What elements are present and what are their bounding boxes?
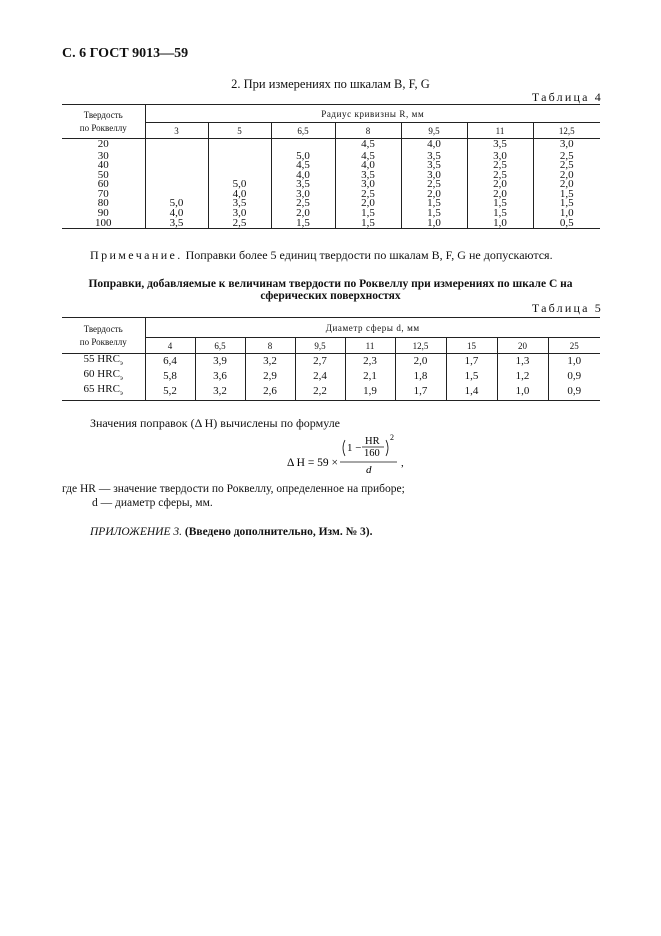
column-header: 3	[145, 123, 208, 139]
table-cell: 1,7	[446, 354, 497, 370]
table-5	[62, 317, 600, 401]
table-cell: 3,2	[245, 354, 295, 370]
table-cell: 2,5	[467, 171, 533, 181]
note-text: Поправки более 5 единиц твердости по шкалам B, F, G не допускаются.	[185, 248, 553, 262]
table-cell	[145, 152, 208, 162]
row-label	[62, 354, 145, 370]
row-label-text: 55 HRC	[83, 353, 120, 365]
column-header: 8	[245, 338, 295, 354]
formula-graphic	[287, 432, 417, 476]
table-cell: 3,9	[195, 354, 245, 370]
row-label: 70	[97, 187, 109, 200]
row-header-line-1: Твердость	[83, 109, 123, 120]
row-label: 80	[97, 197, 109, 210]
row-label	[62, 384, 145, 400]
table-cell: 4,5	[335, 152, 401, 162]
table-row	[62, 161, 600, 171]
table-cell: 2,5	[533, 152, 600, 162]
row-label-subscript: э	[119, 374, 123, 383]
table-row	[62, 152, 600, 162]
page-header: С. 6 ГОСТ 9013—59	[62, 46, 189, 61]
formula-comma: ,	[401, 457, 404, 469]
table-cell: 4,0	[271, 171, 335, 181]
table-cell: 5,2	[145, 384, 195, 400]
column-header: 11	[345, 338, 395, 354]
table-cell	[208, 139, 271, 152]
table-cell: 2,0	[533, 180, 600, 190]
table-cell	[208, 161, 271, 171]
table-cell: 2,1	[345, 369, 395, 384]
table-4-row-header	[62, 105, 145, 139]
row-label-subscript: э	[119, 359, 123, 368]
column-header: 20	[497, 338, 548, 354]
row-header-line-2: по Роквеллу	[79, 122, 127, 133]
table-cell: 1,5	[335, 219, 401, 229]
table-cell: 1,5	[467, 199, 533, 209]
table-cell: 2,5	[533, 161, 600, 171]
row-label: 90	[97, 207, 109, 220]
table-cell: 2,2	[295, 384, 345, 400]
table-cell: 1,5	[335, 209, 401, 219]
column-header: 4	[145, 338, 195, 354]
row-label-text: 60 HRC	[83, 368, 120, 381]
table-cell: 5,0	[145, 199, 208, 209]
formula-160: 160	[364, 448, 380, 459]
table-cell: 4,0	[208, 190, 271, 200]
table-cell: 0,9	[548, 369, 600, 384]
table-5-group-header: Диаметр сферы d, мм	[145, 318, 600, 338]
column-header: 9,5	[401, 123, 467, 139]
table-cell: 4,0	[335, 161, 401, 171]
formula-lhs: Δ H = 59 ×	[287, 457, 339, 469]
row-label	[62, 369, 145, 384]
formula-d: d	[366, 464, 372, 476]
table-cell: 4,5	[335, 139, 401, 152]
table-cell: 1,5	[271, 219, 335, 229]
table-cell: 1,5	[401, 209, 467, 219]
table-cell: 1,5	[533, 190, 600, 200]
table-cell: 0,9	[548, 384, 600, 400]
table-row	[62, 139, 600, 152]
table-row	[62, 209, 600, 219]
column-header: 5	[208, 123, 271, 139]
column-header: 9,5	[295, 338, 345, 354]
row-label-subscript: э	[119, 389, 123, 398]
column-header: 15	[446, 338, 497, 354]
formula-hr: HR	[365, 436, 380, 447]
formula-exponent: 2	[390, 433, 394, 442]
table-cell: 3,5	[271, 180, 335, 190]
table-cell: 3,6	[195, 369, 245, 384]
table-4	[62, 104, 600, 229]
table-cell: 1,7	[395, 384, 446, 400]
column-header: 25	[548, 338, 600, 354]
table-cell: 1,0	[548, 354, 600, 370]
table-cell: 3,5	[335, 171, 401, 181]
table-cell: 1,0	[467, 219, 533, 229]
table-cell: 3,0	[271, 190, 335, 200]
left-paren	[343, 440, 345, 456]
legend-line-hr: где HR — значение твердости по Роквеллу, определенное на приборе;	[62, 483, 405, 495]
table-cell: 2,5	[271, 199, 335, 209]
table-cell: 1,5	[533, 199, 600, 209]
table-cell: 3,0	[335, 180, 401, 190]
table-cell	[145, 161, 208, 171]
column-header: 11	[467, 123, 533, 139]
table-cell	[145, 171, 208, 181]
row-label: 60	[97, 178, 109, 191]
table-cell: 2,0	[533, 171, 600, 181]
table-row	[62, 190, 600, 200]
row-label: 20	[97, 138, 109, 151]
legend-line-d: d — диаметр сферы, мм.	[92, 497, 213, 509]
appendix-text: (Введено дополнительно, Изм. № 3).	[184, 526, 373, 538]
table-cell: 2,5	[208, 219, 271, 229]
table-cell: 5,0	[208, 180, 271, 190]
table-cell: 2,7	[295, 354, 345, 370]
table-cell: 1,0	[533, 209, 600, 219]
row-label-text: 65 HRC	[83, 383, 120, 396]
formula-one-minus: 1 −	[347, 442, 362, 454]
table-cell: 2,0	[335, 199, 401, 209]
table-cell: 2,6	[245, 384, 295, 400]
formula-legend	[62, 482, 405, 510]
table-cell: 2,9	[245, 369, 295, 384]
table-cell: 2,0	[271, 209, 335, 219]
row-label: 100	[62, 219, 145, 229]
table-row	[62, 354, 600, 370]
appendix-label: ПРИЛОЖЕНИЕ 3.	[90, 526, 182, 538]
table-cell: 2,3	[345, 354, 395, 370]
table-cell: 3,0	[401, 171, 467, 181]
table-4-label: Таблица 4	[531, 90, 603, 104]
table-row	[62, 171, 600, 181]
section-title-spherical: Поправки, добавляемые к величинам твердости по Роквеллу при измерениях по шкале C на сферических поверхностях	[88, 278, 573, 302]
formula	[287, 432, 417, 479]
table-5-label: Таблица 5	[531, 301, 603, 315]
table-row	[62, 180, 600, 190]
table-row	[62, 369, 600, 384]
table-cell: 1,5	[467, 209, 533, 219]
table-cell: 2,4	[295, 369, 345, 384]
table-cell: 3,5	[208, 199, 271, 209]
table-cell: 1,4	[446, 384, 497, 400]
column-header: 6,5	[195, 338, 245, 354]
row-label: 40	[97, 159, 109, 172]
note-label: Примечание.	[90, 248, 183, 262]
column-header: 6,5	[271, 123, 335, 139]
table-cell: 2,5	[335, 190, 401, 200]
table-cell: 3,0	[208, 209, 271, 219]
table-row	[62, 199, 600, 209]
table-cell: 5,0	[271, 152, 335, 162]
column-header: 8	[335, 123, 401, 139]
table-cell: 0,5	[533, 219, 600, 229]
row-header-line-1: Твердость	[83, 323, 123, 334]
table-cell	[145, 180, 208, 190]
row-label: 30	[97, 149, 109, 162]
table-cell: 2,0	[467, 190, 533, 200]
table-cell: 1,8	[395, 369, 446, 384]
table-cell: 1,5	[401, 199, 467, 209]
table-cell: 2,5	[401, 180, 467, 190]
table-cell: 3,5	[401, 161, 467, 171]
table-cell	[145, 139, 208, 152]
table-cell: 1,3	[497, 354, 548, 370]
table-cell: 3,0	[467, 152, 533, 162]
row-label: 50	[97, 168, 109, 181]
table-5-row-header	[62, 318, 145, 354]
table-cell: 6,4	[145, 354, 195, 370]
table-cell: 1,2	[497, 369, 548, 384]
table-4-group-header: Радиус кривизны R, мм	[145, 105, 600, 123]
table-cell: 5,8	[145, 369, 195, 384]
table-cell: 1,0	[497, 384, 548, 400]
table-cell: 4,0	[145, 209, 208, 219]
table-cell: 3,5	[467, 139, 533, 152]
table-cell: 2,0	[467, 180, 533, 190]
table-cell: 2,0	[395, 354, 446, 370]
appendix-note	[90, 526, 372, 538]
table-cell	[208, 152, 271, 162]
section-title-bfg: 2. При измерениях по шкалам B, F, G	[231, 77, 430, 91]
row-header-line-2: по Роквеллу	[79, 336, 127, 347]
table-cell: 3,5	[401, 152, 467, 162]
formula-intro: Значения поправок (Δ H) вычислены по формуле	[90, 416, 341, 430]
table-cell: 4,0	[401, 139, 467, 152]
table-row	[62, 219, 600, 229]
table-4-note	[90, 248, 553, 263]
column-header: 12,5	[533, 123, 600, 139]
table-cell: 1,9	[345, 384, 395, 400]
table-cell: 3,5	[145, 219, 208, 229]
table-row	[62, 384, 600, 400]
table-cell: 4,5	[271, 161, 335, 171]
table-cell: 2,0	[401, 190, 467, 200]
table-cell: 2,5	[467, 161, 533, 171]
table-cell: 3,0	[533, 139, 600, 152]
right-paren	[386, 440, 388, 456]
table-cell: 1,5	[446, 369, 497, 384]
column-header: 12,5	[395, 338, 446, 354]
table-cell: 1,0	[401, 219, 467, 229]
table-cell: 3,2	[195, 384, 245, 400]
